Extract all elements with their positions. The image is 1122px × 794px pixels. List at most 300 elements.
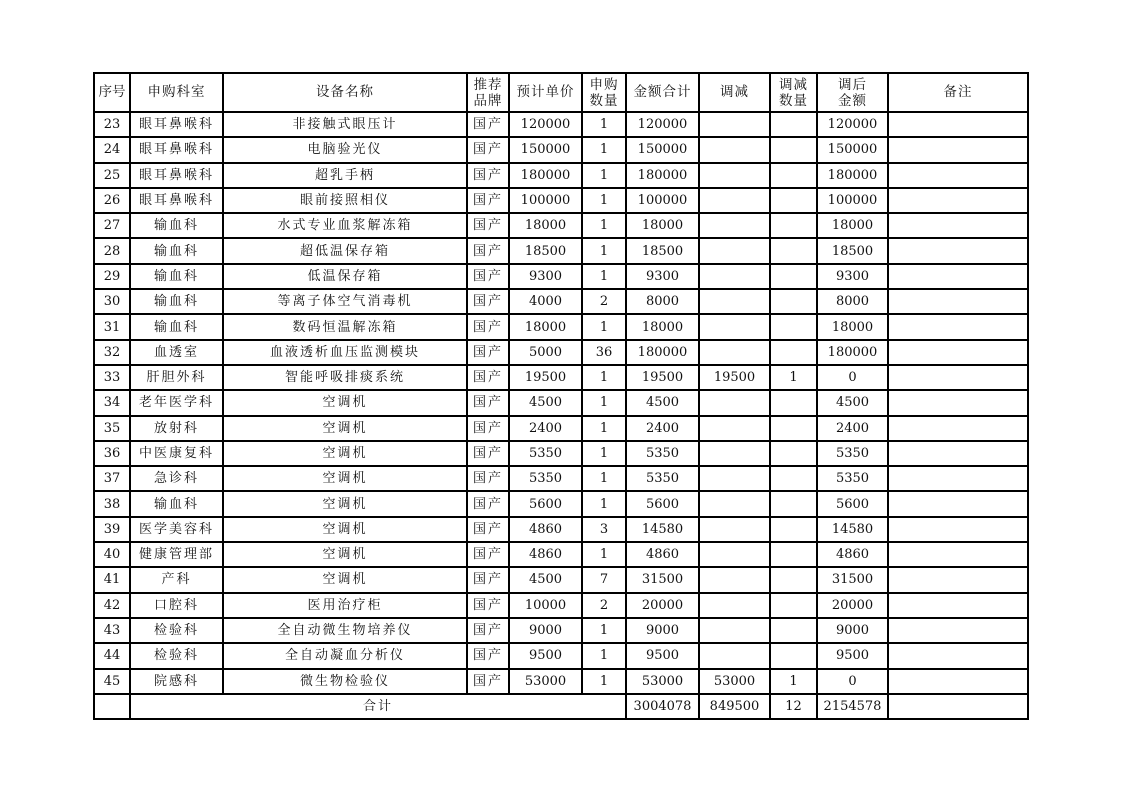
cell-reduce-qty — [770, 213, 817, 238]
cell-seq: 38 — [94, 491, 130, 516]
header-device: 设备名称 — [223, 73, 467, 112]
cell-note — [888, 365, 1028, 390]
cell-brand: 国产 — [467, 289, 509, 314]
cell-device: 超低温保存箱 — [223, 238, 467, 263]
header-dept: 申购科室 — [130, 73, 223, 112]
cell-brand: 国产 — [467, 163, 509, 188]
cell-dept: 输血科 — [130, 238, 223, 263]
cell-dept: 肝胆外科 — [130, 365, 223, 390]
cell-note — [888, 314, 1028, 339]
summary-reduce: 849500 — [699, 694, 770, 719]
cell-qty: 2 — [582, 289, 626, 314]
cell-reduce — [699, 466, 770, 491]
cell-unit-price: 4860 — [509, 517, 582, 542]
table-row — [94, 618, 1028, 643]
cell-qty: 1 — [582, 163, 626, 188]
cell-reduce — [699, 163, 770, 188]
cell-brand: 国产 — [467, 517, 509, 542]
cell-qty: 3 — [582, 517, 626, 542]
cell-note — [888, 466, 1028, 491]
cell-seq: 25 — [94, 163, 130, 188]
cell-qty: 1 — [582, 238, 626, 263]
cell-reduce — [699, 491, 770, 516]
cell-qty: 1 — [582, 441, 626, 466]
cell-adjusted: 5350 — [817, 466, 888, 491]
header-adjusted — [817, 73, 888, 112]
cell-adjusted: 0 — [817, 365, 888, 390]
cell-adjusted: 5600 — [817, 491, 888, 516]
cell-unit-price: 180000 — [509, 163, 582, 188]
cell-unit-price: 9500 — [509, 643, 582, 668]
cell-seq: 32 — [94, 340, 130, 365]
cell-unit-price: 120000 — [509, 112, 582, 137]
cell-total: 53000 — [626, 669, 699, 694]
table-row — [94, 112, 1028, 137]
header-seq: 序号 — [94, 73, 130, 112]
cell-qty: 1 — [582, 188, 626, 213]
cell-dept: 医学美容科 — [130, 517, 223, 542]
cell-reduce-qty — [770, 466, 817, 491]
cell-dept: 输血科 — [130, 314, 223, 339]
cell-adjusted: 9000 — [817, 618, 888, 643]
cell-device: 医用治疗柜 — [223, 593, 467, 618]
cell-adjusted: 4500 — [817, 390, 888, 415]
summary-total: 3004078 — [626, 694, 699, 719]
cell-brand: 国产 — [467, 669, 509, 694]
cell-note — [888, 238, 1028, 263]
header-brand — [467, 73, 509, 112]
cell-adjusted: 18000 — [817, 314, 888, 339]
cell-reduce-qty — [770, 593, 817, 618]
cell-brand: 国产 — [467, 340, 509, 365]
cell-device: 空调机 — [223, 542, 467, 567]
cell-brand: 国产 — [467, 441, 509, 466]
cell-reduce — [699, 238, 770, 263]
cell-reduce-qty — [770, 390, 817, 415]
cell-adjusted: 180000 — [817, 340, 888, 365]
cell-adjusted: 20000 — [817, 593, 888, 618]
summary-adjusted: 2154578 — [817, 694, 888, 719]
cell-brand: 国产 — [467, 416, 509, 441]
header-qty-line2: 数量 — [589, 92, 619, 109]
cell-device: 空调机 — [223, 441, 467, 466]
table-row — [94, 213, 1028, 238]
cell-dept: 口腔科 — [130, 593, 223, 618]
header-note: 备注 — [888, 73, 1028, 112]
cell-seq: 27 — [94, 213, 130, 238]
cell-total: 100000 — [626, 188, 699, 213]
cell-qty: 1 — [582, 390, 626, 415]
cell-brand: 国产 — [467, 618, 509, 643]
cell-note — [888, 264, 1028, 289]
cell-reduce-qty — [770, 567, 817, 592]
cell-brand: 国产 — [467, 593, 509, 618]
procurement-table — [93, 72, 1029, 720]
cell-total: 9500 — [626, 643, 699, 668]
cell-note — [888, 491, 1028, 516]
cell-dept: 老年医学科 — [130, 390, 223, 415]
cell-total: 19500 — [626, 365, 699, 390]
cell-total: 18000 — [626, 314, 699, 339]
cell-dept: 健康管理部 — [130, 542, 223, 567]
cell-adjusted: 150000 — [817, 137, 888, 162]
cell-adjusted: 8000 — [817, 289, 888, 314]
cell-note — [888, 289, 1028, 314]
cell-unit-price: 150000 — [509, 137, 582, 162]
cell-dept: 眼耳鼻喉科 — [130, 112, 223, 137]
cell-total: 9300 — [626, 264, 699, 289]
cell-dept: 中医康复科 — [130, 441, 223, 466]
cell-seq: 44 — [94, 643, 130, 668]
cell-seq: 33 — [94, 365, 130, 390]
cell-dept: 眼耳鼻喉科 — [130, 188, 223, 213]
cell-reduce-qty — [770, 137, 817, 162]
summary-label: 合计 — [130, 694, 626, 719]
cell-dept: 院感科 — [130, 669, 223, 694]
cell-qty: 1 — [582, 365, 626, 390]
cell-note — [888, 593, 1028, 618]
cell-reduce — [699, 213, 770, 238]
cell-note — [888, 213, 1028, 238]
cell-reduce-qty — [770, 441, 817, 466]
cell-seq: 41 — [94, 567, 130, 592]
cell-seq: 39 — [94, 517, 130, 542]
cell-seq: 37 — [94, 466, 130, 491]
cell-adjusted: 9500 — [817, 643, 888, 668]
cell-device: 等离子体空气消毒机 — [223, 289, 467, 314]
cell-qty: 1 — [582, 137, 626, 162]
cell-adjusted: 100000 — [817, 188, 888, 213]
cell-qty: 7 — [582, 567, 626, 592]
cell-dept: 放射科 — [130, 416, 223, 441]
cell-unit-price: 4500 — [509, 567, 582, 592]
table-row — [94, 567, 1028, 592]
cell-adjusted: 18000 — [817, 213, 888, 238]
cell-reduce — [699, 416, 770, 441]
cell-qty: 1 — [582, 491, 626, 516]
table-row — [94, 188, 1028, 213]
cell-seq: 29 — [94, 264, 130, 289]
table-row — [94, 163, 1028, 188]
cell-dept: 输血科 — [130, 213, 223, 238]
cell-dept: 输血科 — [130, 264, 223, 289]
table-row — [94, 365, 1028, 390]
cell-unit-price: 9000 — [509, 618, 582, 643]
cell-dept: 血透室 — [130, 340, 223, 365]
cell-device: 眼前接照相仪 — [223, 188, 467, 213]
table-row — [94, 441, 1028, 466]
cell-total: 9000 — [626, 618, 699, 643]
cell-reduce-qty — [770, 188, 817, 213]
cell-note — [888, 390, 1028, 415]
cell-reduce — [699, 618, 770, 643]
cell-seq: 24 — [94, 137, 130, 162]
cell-reduce-qty — [770, 491, 817, 516]
cell-unit-price: 100000 — [509, 188, 582, 213]
cell-adjusted: 180000 — [817, 163, 888, 188]
cell-unit-price: 19500 — [509, 365, 582, 390]
cell-qty: 1 — [582, 643, 626, 668]
cell-qty: 1 — [582, 618, 626, 643]
header-adjusted-line2: 金额 — [838, 92, 867, 109]
cell-unit-price: 18000 — [509, 213, 582, 238]
cell-dept: 输血科 — [130, 289, 223, 314]
cell-note — [888, 112, 1028, 137]
table-row — [94, 669, 1028, 694]
cell-reduce — [699, 567, 770, 592]
cell-seq: 43 — [94, 618, 130, 643]
cell-total: 5600 — [626, 491, 699, 516]
cell-reduce-qty — [770, 542, 817, 567]
table-row — [94, 137, 1028, 162]
table-body — [94, 112, 1028, 694]
summary-row — [94, 694, 1028, 719]
cell-seq: 42 — [94, 593, 130, 618]
cell-qty: 1 — [582, 264, 626, 289]
cell-qty: 1 — [582, 542, 626, 567]
cell-adjusted: 31500 — [817, 567, 888, 592]
cell-unit-price: 5350 — [509, 441, 582, 466]
cell-reduce-qty — [770, 340, 817, 365]
header-reduce-qty — [770, 73, 817, 112]
cell-reduce-qty — [770, 289, 817, 314]
cell-device: 数码恒温解冻箱 — [223, 314, 467, 339]
cell-note — [888, 643, 1028, 668]
cell-unit-price: 18500 — [509, 238, 582, 263]
cell-brand: 国产 — [467, 466, 509, 491]
cell-device: 空调机 — [223, 567, 467, 592]
summary-note — [888, 694, 1028, 719]
cell-reduce-qty — [770, 517, 817, 542]
cell-reduce — [699, 643, 770, 668]
cell-reduce — [699, 289, 770, 314]
summary-seq-cell — [94, 694, 130, 719]
cell-dept: 急诊科 — [130, 466, 223, 491]
cell-reduce — [699, 390, 770, 415]
cell-note — [888, 137, 1028, 162]
cell-seq: 40 — [94, 542, 130, 567]
cell-adjusted: 120000 — [817, 112, 888, 137]
cell-reduce — [699, 314, 770, 339]
header-adjusted-line1: 调后 — [838, 76, 867, 93]
header-row — [94, 73, 1028, 112]
table-row — [94, 416, 1028, 441]
cell-qty: 1 — [582, 112, 626, 137]
header-qty — [582, 73, 626, 112]
cell-reduce — [699, 441, 770, 466]
cell-brand: 国产 — [467, 643, 509, 668]
cell-device: 低温保存箱 — [223, 264, 467, 289]
cell-note — [888, 542, 1028, 567]
header-unit-price: 预计单价 — [509, 73, 582, 112]
cell-device: 空调机 — [223, 517, 467, 542]
cell-unit-price: 10000 — [509, 593, 582, 618]
cell-seq: 35 — [94, 416, 130, 441]
cell-reduce — [699, 264, 770, 289]
cell-device: 空调机 — [223, 491, 467, 516]
cell-total: 5350 — [626, 466, 699, 491]
cell-note — [888, 441, 1028, 466]
table-row — [94, 238, 1028, 263]
cell-adjusted: 5350 — [817, 441, 888, 466]
cell-total: 8000 — [626, 289, 699, 314]
table-row — [94, 542, 1028, 567]
cell-seq: 30 — [94, 289, 130, 314]
cell-seq: 26 — [94, 188, 130, 213]
cell-adjusted: 18500 — [817, 238, 888, 263]
cell-unit-price: 5600 — [509, 491, 582, 516]
cell-reduce: 19500 — [699, 365, 770, 390]
cell-reduce-qty: 1 — [770, 365, 817, 390]
cell-brand: 国产 — [467, 112, 509, 137]
cell-device: 智能呼吸排痰系统 — [223, 365, 467, 390]
cell-adjusted: 2400 — [817, 416, 888, 441]
cell-reduce: 53000 — [699, 669, 770, 694]
cell-total: 180000 — [626, 163, 699, 188]
cell-total: 18000 — [626, 213, 699, 238]
cell-total: 5350 — [626, 441, 699, 466]
cell-device: 非接触式眼压计 — [223, 112, 467, 137]
cell-reduce — [699, 188, 770, 213]
cell-note — [888, 163, 1028, 188]
table-row — [94, 643, 1028, 668]
header-reduce: 调减 — [699, 73, 770, 112]
cell-seq: 23 — [94, 112, 130, 137]
cell-reduce-qty — [770, 618, 817, 643]
cell-total: 14580 — [626, 517, 699, 542]
cell-note — [888, 416, 1028, 441]
table-row — [94, 491, 1028, 516]
cell-dept: 检验科 — [130, 643, 223, 668]
cell-dept: 眼耳鼻喉科 — [130, 137, 223, 162]
cell-note — [888, 567, 1028, 592]
table-row — [94, 340, 1028, 365]
header-brand-line2: 品牌 — [473, 92, 503, 109]
cell-unit-price: 5350 — [509, 466, 582, 491]
cell-unit-price: 9300 — [509, 264, 582, 289]
cell-device: 全自动微生物培养仪 — [223, 618, 467, 643]
cell-seq: 34 — [94, 390, 130, 415]
cell-note — [888, 618, 1028, 643]
cell-device: 超乳手柄 — [223, 163, 467, 188]
cell-device: 空调机 — [223, 466, 467, 491]
cell-reduce — [699, 340, 770, 365]
cell-total: 180000 — [626, 340, 699, 365]
cell-note — [888, 340, 1028, 365]
cell-device: 全自动凝血分析仪 — [223, 643, 467, 668]
cell-brand: 国产 — [467, 491, 509, 516]
cell-brand: 国产 — [467, 137, 509, 162]
table-row — [94, 593, 1028, 618]
cell-total: 4500 — [626, 390, 699, 415]
cell-device: 空调机 — [223, 390, 467, 415]
cell-total: 4860 — [626, 542, 699, 567]
cell-brand: 国产 — [467, 188, 509, 213]
cell-device: 空调机 — [223, 416, 467, 441]
cell-reduce-qty — [770, 314, 817, 339]
cell-brand: 国产 — [467, 390, 509, 415]
cell-unit-price: 53000 — [509, 669, 582, 694]
cell-unit-price: 2400 — [509, 416, 582, 441]
cell-reduce — [699, 517, 770, 542]
cell-device: 电脑验光仪 — [223, 137, 467, 162]
cell-brand: 国产 — [467, 238, 509, 263]
summary-reduce-qty: 12 — [770, 694, 817, 719]
table-row — [94, 289, 1028, 314]
cell-reduce — [699, 112, 770, 137]
cell-reduce-qty — [770, 238, 817, 263]
cell-note — [888, 188, 1028, 213]
cell-note — [888, 669, 1028, 694]
cell-qty: 1 — [582, 314, 626, 339]
header-reduce-qty-line1: 调减 — [779, 76, 808, 93]
cell-reduce — [699, 593, 770, 618]
cell-unit-price: 4000 — [509, 289, 582, 314]
cell-dept: 眼耳鼻喉科 — [130, 163, 223, 188]
cell-reduce-qty — [770, 264, 817, 289]
cell-device: 水式专业血浆解冻箱 — [223, 213, 467, 238]
cell-brand: 国产 — [467, 542, 509, 567]
cell-unit-price: 4500 — [509, 390, 582, 415]
cell-seq: 31 — [94, 314, 130, 339]
cell-reduce — [699, 542, 770, 567]
cell-qty: 1 — [582, 466, 626, 491]
table-row — [94, 466, 1028, 491]
cell-qty: 1 — [582, 416, 626, 441]
cell-qty: 1 — [582, 213, 626, 238]
cell-note — [888, 517, 1028, 542]
cell-seq: 36 — [94, 441, 130, 466]
cell-brand: 国产 — [467, 213, 509, 238]
table-row — [94, 264, 1028, 289]
cell-total: 20000 — [626, 593, 699, 618]
cell-adjusted: 14580 — [817, 517, 888, 542]
table-row — [94, 517, 1028, 542]
cell-adjusted: 9300 — [817, 264, 888, 289]
cell-dept: 产科 — [130, 567, 223, 592]
cell-dept: 检验科 — [130, 618, 223, 643]
cell-seq: 45 — [94, 669, 130, 694]
cell-dept: 输血科 — [130, 491, 223, 516]
cell-adjusted: 4860 — [817, 542, 888, 567]
cell-total: 31500 — [626, 567, 699, 592]
header-reduce-qty-line2: 数量 — [779, 92, 808, 109]
cell-unit-price: 18000 — [509, 314, 582, 339]
cell-reduce-qty — [770, 112, 817, 137]
cell-qty: 2 — [582, 593, 626, 618]
cell-adjusted: 0 — [817, 669, 888, 694]
cell-unit-price: 4860 — [509, 542, 582, 567]
cell-device: 微生物检验仪 — [223, 669, 467, 694]
cell-total: 120000 — [626, 112, 699, 137]
cell-reduce-qty — [770, 163, 817, 188]
cell-device: 血液透析血压监测模块 — [223, 340, 467, 365]
cell-qty: 36 — [582, 340, 626, 365]
cell-qty: 1 — [582, 669, 626, 694]
cell-total: 18500 — [626, 238, 699, 263]
cell-total: 150000 — [626, 137, 699, 162]
cell-seq: 28 — [94, 238, 130, 263]
cell-reduce-qty — [770, 643, 817, 668]
table-row — [94, 390, 1028, 415]
header-brand-line1: 推荐 — [473, 76, 503, 93]
table-row — [94, 314, 1028, 339]
cell-reduce — [699, 137, 770, 162]
cell-total: 2400 — [626, 416, 699, 441]
cell-brand: 国产 — [467, 567, 509, 592]
cell-reduce-qty — [770, 416, 817, 441]
cell-brand: 国产 — [467, 264, 509, 289]
